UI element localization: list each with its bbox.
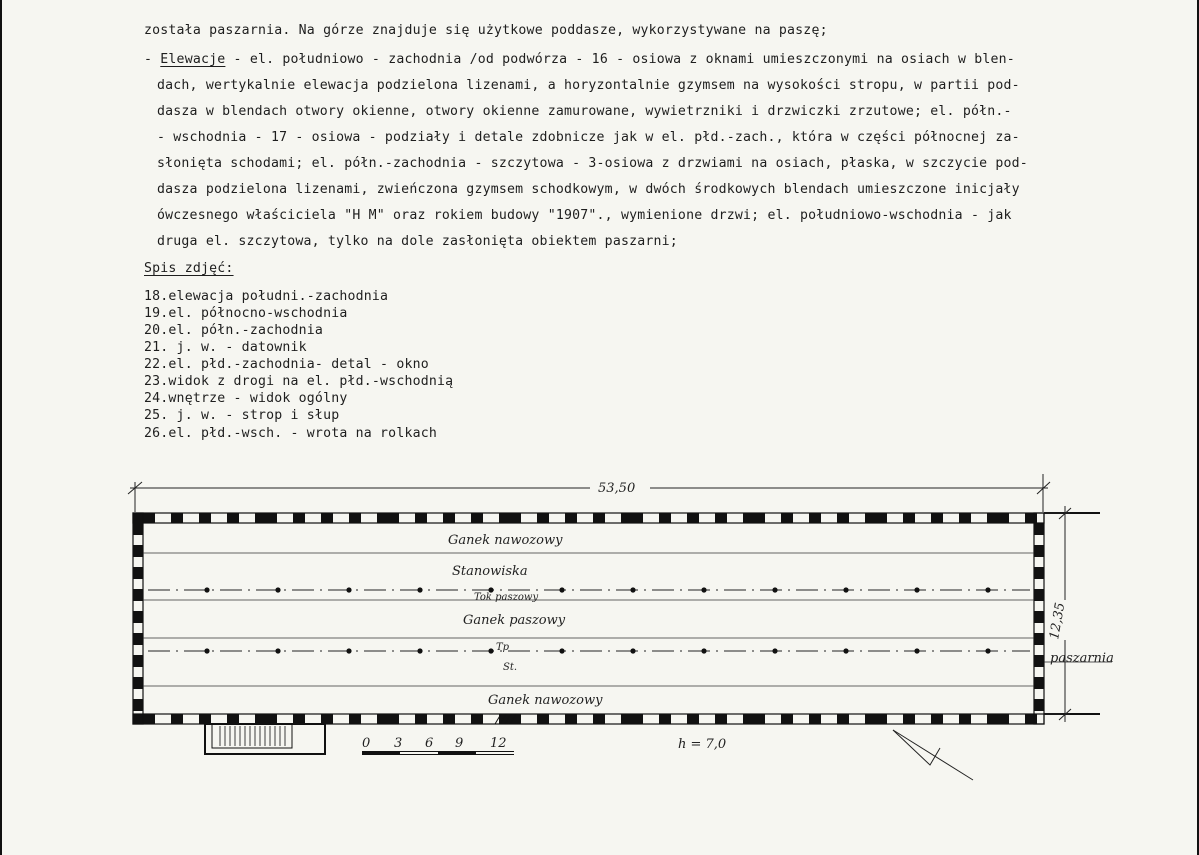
wall-pier — [865, 714, 887, 724]
wall-pier — [171, 513, 183, 523]
wall-pier — [171, 714, 183, 724]
length-dimension-label: 53,50 — [598, 481, 636, 496]
text-line-5: słonięta schodami; el. półn.-zachodnia - szczytowa - 3-osiowa z drzwiami na osiach, płaska, w szczycie pod- — [157, 156, 1028, 171]
wall-pier — [715, 714, 727, 724]
wall-pier — [837, 714, 849, 724]
wall-pier — [903, 714, 915, 724]
room-label-ganek-nawozowy-bottom: Ganek nawozowy — [488, 693, 603, 708]
wall-pier — [565, 513, 577, 523]
wall-pier — [687, 714, 699, 724]
wall-pier — [133, 633, 143, 645]
wall-pier — [1025, 714, 1037, 724]
column-post — [630, 648, 635, 653]
room-label-paszarnia: paszarnia — [1050, 651, 1114, 666]
wall-pier — [133, 523, 143, 535]
wall-pier — [1034, 567, 1044, 579]
column-post — [843, 587, 848, 592]
wall-pier — [377, 513, 399, 523]
scale-tick-label: 3 — [394, 736, 403, 751]
room-label-tok-paszowy: Tok paszowy — [474, 592, 539, 603]
scale-bar — [362, 751, 514, 755]
wall-pier — [931, 714, 943, 724]
wall-pier — [443, 714, 455, 724]
wall-pier — [349, 714, 361, 724]
wall-pier — [471, 714, 483, 724]
right-wall — [1034, 513, 1044, 724]
left-wall — [133, 513, 143, 724]
wall-pier — [959, 714, 971, 724]
wall-pier — [781, 714, 793, 724]
height-note: h = 7,0 — [678, 737, 727, 752]
wall-pier — [255, 714, 277, 724]
column-post — [204, 648, 209, 653]
room-label-ganek-paszowy: Ganek paszowy — [463, 613, 566, 628]
wall-pier — [959, 513, 971, 523]
photo-list-item: 22.el. płd.-zachodnia- detal - okno — [144, 357, 429, 372]
wall-pier — [415, 513, 427, 523]
wall-pier — [565, 714, 577, 724]
wall-pier — [987, 513, 1009, 523]
wall-pier — [809, 714, 821, 724]
wall-pier — [865, 513, 887, 523]
wall-pier — [715, 513, 727, 523]
scale-tick-label: 6 — [425, 736, 434, 751]
wall-pier — [133, 513, 155, 523]
column-post — [843, 648, 848, 653]
north-arrow-icon — [893, 730, 973, 780]
wall-pier — [537, 513, 549, 523]
elevation-label: Elewacje — [160, 52, 226, 67]
wall-pier — [621, 513, 643, 523]
column-post — [985, 648, 990, 653]
wall-pier — [349, 513, 361, 523]
wall-pier — [255, 513, 277, 523]
length-dimension — [128, 474, 1050, 512]
wall-pier — [321, 513, 333, 523]
wall-pier — [1034, 677, 1044, 689]
text-line-6: dasza podzielona lizenami, zwieńczona gzymsem schodkowym, w dwóch środkowych blendach umieszczone inicjały — [157, 182, 1020, 197]
column-post — [417, 648, 422, 653]
bottom-wall — [133, 714, 1100, 724]
scale-tick-label: 9 — [455, 736, 464, 751]
wall-pier — [133, 567, 143, 579]
column-post — [346, 587, 351, 592]
column-axis-upper — [148, 587, 1030, 592]
wall-pier — [227, 513, 239, 523]
wall-pier — [809, 513, 821, 523]
text-line-8: druga el. szczytowa, tylko na dole zasłonięta obiektem paszarni; — [157, 234, 678, 249]
text-line-7: ówczesnego właściciela "H M" oraz rokiem budowy "1907"., wymienione drzwi; el. południowo-wschodnia - jak — [157, 208, 1012, 223]
wall-pier — [199, 714, 211, 724]
wall-pier — [687, 513, 699, 523]
wall-pier — [133, 677, 143, 689]
wall-pier — [133, 545, 143, 557]
wall-pier — [743, 714, 765, 724]
column-post — [488, 648, 493, 653]
wall-pier — [133, 655, 143, 667]
photo-list-item: 20.el. półn.-zachodnia — [144, 323, 324, 338]
wall-pier — [987, 714, 1009, 724]
text-line-1: została paszarnia. Na górze znajduje się użytkowe poddasze, wykorzystywane na paszę; — [144, 23, 828, 38]
elevation-bullet: - — [144, 52, 153, 67]
wall-pier — [321, 714, 333, 724]
photo-list-heading: Spis zdjęć: — [144, 261, 234, 276]
room-label-st: St. — [503, 662, 518, 673]
photo-list-item: 26.el. płd.-wsch. - wrota na rolkach — [144, 426, 438, 441]
wall-pier — [133, 589, 143, 601]
column-post — [204, 587, 209, 592]
room-label-stanowiska: Stanowiska — [452, 564, 528, 579]
wall-pier — [931, 513, 943, 523]
column-post — [914, 587, 919, 592]
wall-pier — [499, 513, 521, 523]
photo-list-item: 21. j. w. - datownik — [144, 340, 307, 355]
column-post — [701, 648, 706, 653]
wall-pier — [659, 714, 671, 724]
wall-pier — [133, 699, 143, 711]
wall-pier — [781, 513, 793, 523]
wall-pier — [743, 513, 765, 523]
wall-pier — [659, 513, 671, 523]
column-post — [630, 587, 635, 592]
text-line-3: dasza w blendach otwory okienne, otwory okienne zamurowane, wywietrzniki i drzwiczki zrzutowe; el. półn.- — [157, 104, 1012, 119]
photo-list-item: 23.widok z drogi na el. płd.-wschodnią — [144, 374, 454, 389]
interior-zone-lines — [143, 553, 1034, 686]
column-post — [559, 648, 564, 653]
photo-list-item: 19.el. północno-wschodnia — [144, 306, 348, 321]
wall-pier — [471, 513, 483, 523]
wall-pier — [1034, 589, 1044, 601]
top-wall — [133, 513, 1100, 523]
room-label-tok-lower: Tp — [496, 642, 510, 653]
wall-pier — [293, 714, 305, 724]
text-line-2: dach, wertykalnie elewacja podzielona lizenami, a horyzontalnie gzymsem na wysokości stropu, w partii pod- — [157, 78, 1020, 93]
column-post — [417, 587, 422, 592]
width-dimension-label: 12,35 — [1047, 601, 1069, 641]
wall-pier — [537, 714, 549, 724]
wall-pier — [593, 513, 605, 523]
wall-pier — [227, 714, 239, 724]
column-post — [772, 587, 777, 592]
wall-pier — [415, 714, 427, 724]
text-line-4: - wschodnia - 17 - osiowa - podziały i detale zdobnicze jak w el. płd.-zach., która w części północnej za- — [157, 130, 1020, 145]
wall-pier — [837, 513, 849, 523]
stairs — [205, 724, 325, 754]
scale-tick-label: 0 — [362, 736, 371, 751]
column-post — [346, 648, 351, 653]
scale-segment — [400, 752, 438, 754]
column-post — [914, 648, 919, 653]
column-axis-lower — [148, 648, 1030, 653]
column-post — [275, 587, 280, 592]
wall-pier — [1034, 523, 1044, 535]
column-post — [275, 648, 280, 653]
photo-list-item: 24.wnętrze - widok ogólny — [144, 391, 348, 406]
scale-segment — [476, 752, 514, 754]
wall-pier — [443, 513, 455, 523]
wall-pier — [133, 714, 155, 724]
wall-pier — [1034, 545, 1044, 557]
wall-pier — [1034, 633, 1044, 645]
column-post — [559, 587, 564, 592]
photo-list-item: 25. j. w. - strop i słup — [144, 408, 340, 423]
wall-pier — [1034, 699, 1044, 711]
room-label-ganek-nawozowy-top: Ganek nawozowy — [448, 533, 563, 548]
wall-pier — [593, 714, 605, 724]
wall-pier — [377, 714, 399, 724]
column-post — [772, 648, 777, 653]
scale-tick-label: 12 — [490, 736, 507, 751]
wall-pier — [1034, 611, 1044, 623]
wall-pier — [621, 714, 643, 724]
wall-pier — [1034, 655, 1044, 667]
column-post — [985, 587, 990, 592]
wall-pier — [133, 611, 143, 623]
wall-pier — [199, 513, 211, 523]
elevation-first-line: - el. południowo - zachodnia /od podwórza - 16 - osiowa z oknami umieszczonymi na osiach w blen- — [225, 52, 1015, 67]
photo-list-item: 18.elewacja południ.-zachodnia — [144, 289, 389, 304]
column-post — [701, 587, 706, 592]
wall-pier — [903, 513, 915, 523]
wall-pier — [1025, 513, 1037, 523]
wall-pier — [293, 513, 305, 523]
